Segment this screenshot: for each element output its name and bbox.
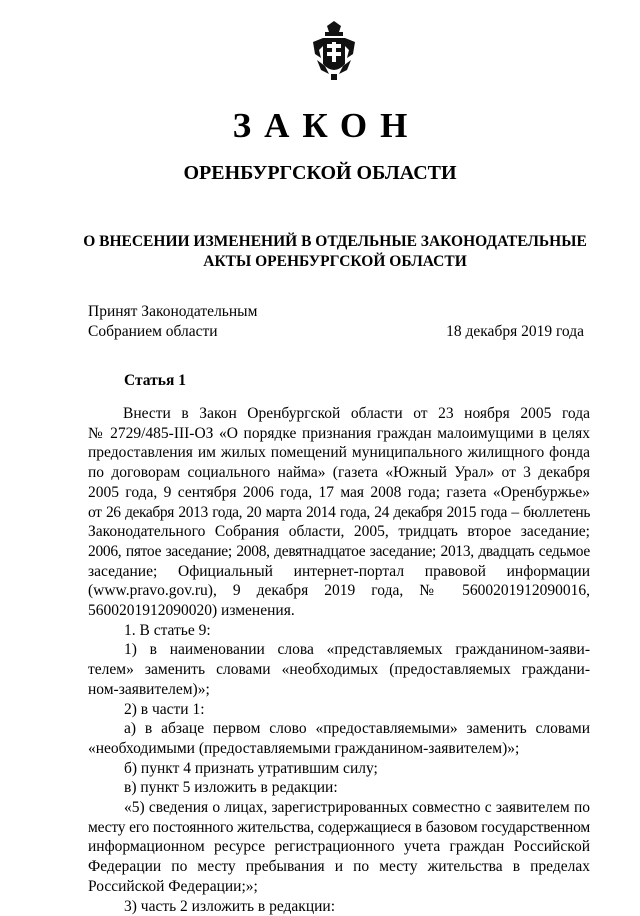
text-line: № 2729/485-III-ОЗ «О порядке признания граждан малоимущими в целях [88,424,590,442]
text-line: «необходимыми (предоставляемыми гражданином-заявителем)»; [88,739,520,757]
text-line: Внести в Закон Оренбургской области от 23 ноября 2005 года [123,405,590,422]
article-body [88,404,590,916]
article-heading: Статья 1 [124,372,186,389]
text-line: 1) в наименовании слова «представляемых гражданином-заяви- [124,641,590,659]
text-line: 3) часть 2 изложить в редакции: [124,897,336,915]
text-line: Законодательного Собрания области, 2005, тридцать второе заседание; [88,523,590,541]
text-line: информационном ресурсе регистрационного учета граждан Российской [88,838,590,856]
text-line: Федерации по месту пребывания и по месту жительства в пределах [88,858,590,876]
document-title: ЗАКОН [232,106,421,145]
text-line: (www.pravo.gov.ru), 9 декабря 2019 года, № 5600201912090016, [88,582,590,600]
text-line: Российской Федерации;»; [88,877,258,895]
law-name-line: АКТЫ ОРЕНБУРГСКОЙ ОБЛАСТИ [203,253,467,270]
text-line: предоставления им жилых помещений муниципального жилищного фонда [88,444,590,462]
text-line: а) в абзаце первом слово «предоставляемыми» заменить словами [124,720,590,738]
text-line: телем» заменить словами «необходимых (предоставляемых граждани- [88,661,590,679]
text-line: 2005 года, 9 сентября 2006 года, 17 мая 2008 года; газета «Оренбуржье» [88,483,590,501]
text-line: от 26 декабря 2013 года, 20 марта 2014 года, 24 декабря 2015 года – бюллетень [88,503,590,521]
adoption-line: Собранием области [88,323,218,340]
adoption-line: Принят Законодательным [88,303,258,320]
coat-of-arms-icon [305,20,363,82]
adoption-note [88,302,257,342]
text-line: месту его постоянного жительства, содержащиеся в базовом государственном [88,818,590,836]
law-name [80,232,590,272]
text-line: заседание; Официальный интернет-портал правовой информации [88,562,590,580]
document-subtitle: ОРЕНБУРГСКОЙ ОБЛАСТИ [183,162,457,184]
text-line: ном-заявителем)»; [88,680,210,698]
text-line: в) пункт 5 изложить в редакции: [124,779,338,797]
text-line: 1. В статье 9: [124,621,211,639]
text-line: 2) в части 1: [124,700,205,718]
text-line: б) пункт 4 признать утратившим силу; [124,759,378,777]
text-line: 2006, пятое заседание; 2008, девятнадцатое заседание; 2013, двадцать седьмое [88,542,590,560]
text-line: 5600201912090020) изменения. [88,602,295,620]
text-line: по договорам социального найма» (газета «Южный Урал» от 3 декабря [88,464,590,482]
law-name-line: О ВНЕСЕНИИ ИЗМЕНЕНИЙ В ОТДЕЛЬНЫЕ ЗАКОНОДАТЕЛЬНЫЕ [83,233,587,250]
text-line: «5) сведения о лицах, зарегистрированных совместно с заявителем по [124,799,590,817]
adoption-date: 18 декабря 2019 года [446,323,584,340]
